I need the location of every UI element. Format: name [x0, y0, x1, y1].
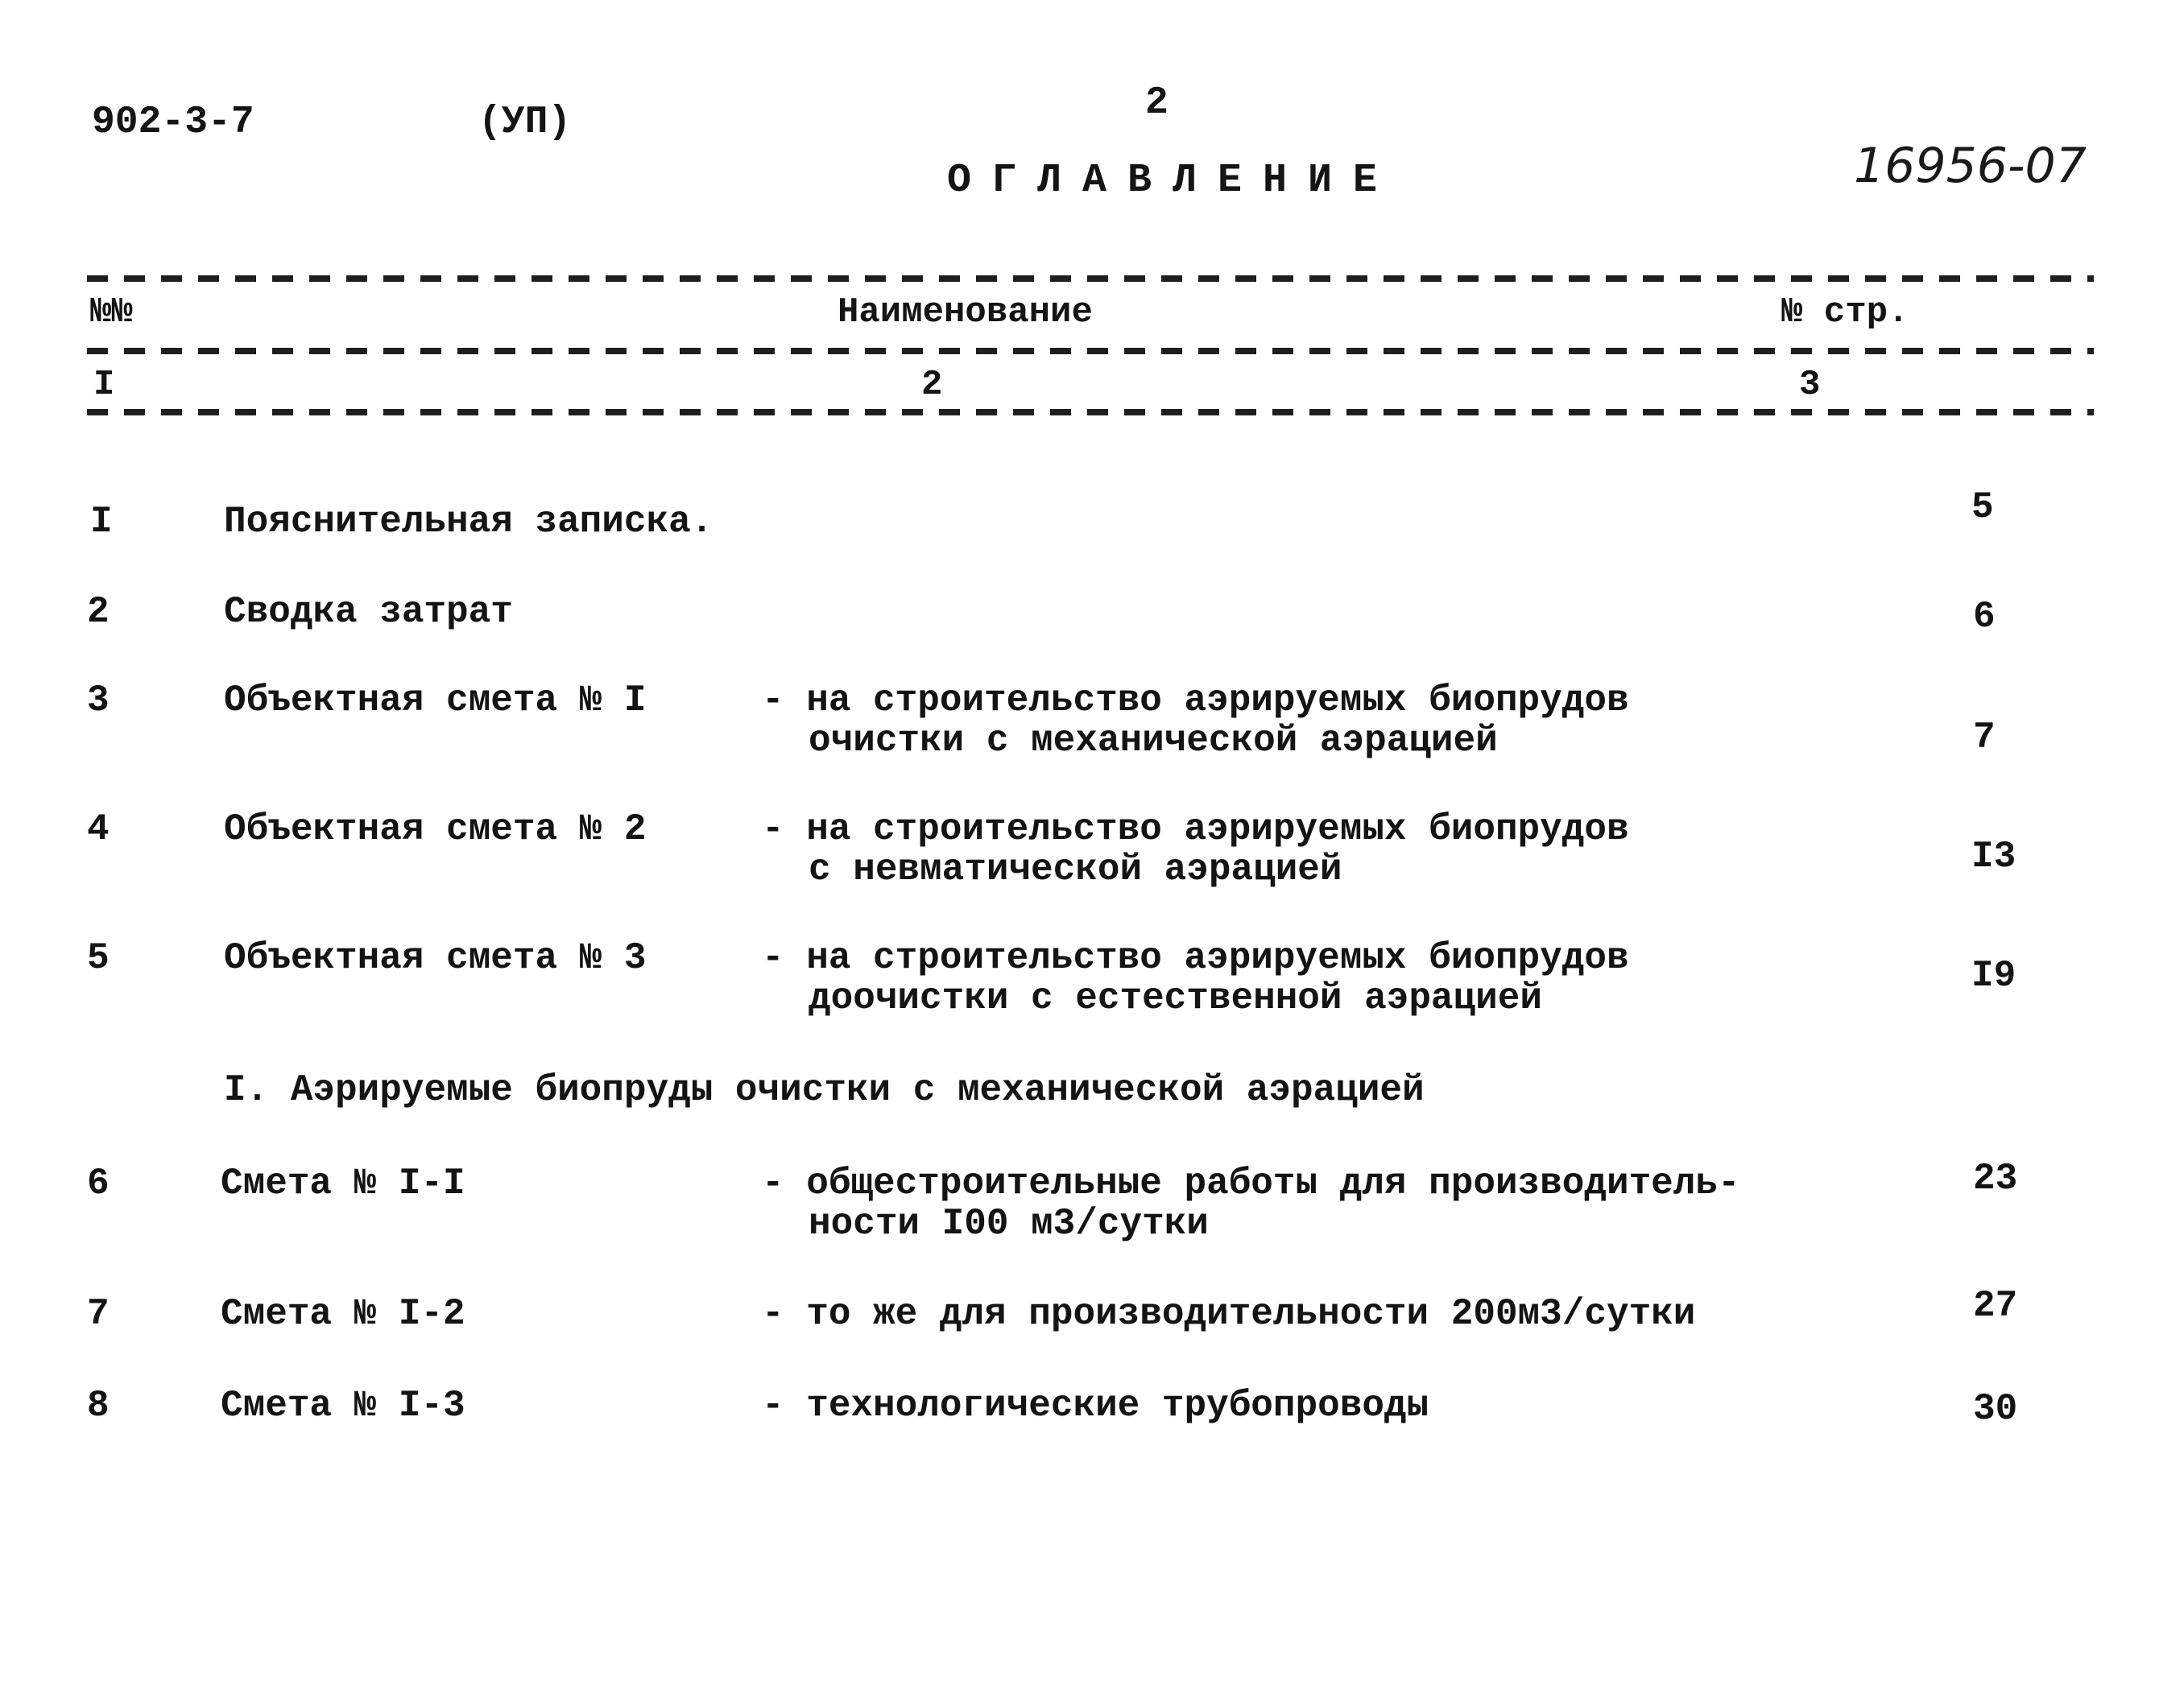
document-code: 902-3-7	[92, 101, 254, 144]
entry-name: Смета № I-2	[221, 1293, 465, 1335]
entry-description: - на строительство аэрируемых биопрудов	[762, 808, 1629, 850]
entry-number: 5	[87, 937, 110, 979]
page-title: ОГЛАВЛЕНИЕ	[947, 158, 1399, 204]
column-header-name: Наименование	[838, 292, 1093, 333]
column-number-2: 2	[921, 365, 943, 405]
stamp-number: 16956-07	[1854, 138, 2087, 194]
entry-name: Сводка затрат	[224, 591, 513, 633]
column-number-3: 3	[1799, 365, 1821, 405]
column-number-1: I	[93, 365, 115, 405]
entry-page: 30	[1973, 1388, 2018, 1430]
entry-page: I9	[1971, 955, 2016, 997]
entry-name: Пояснительная записка.	[224, 501, 714, 543]
entry-description: - на строительство аэрируемых биопрудов	[762, 937, 1629, 979]
entry-description-cont: с невматической аэрацией	[809, 849, 1342, 890]
entry-description-cont: доочистки с естественной аэрацией	[809, 977, 1542, 1019]
entry-name: Объектная смета № I	[224, 680, 647, 721]
entry-name: Объектная смета № 3	[224, 937, 647, 979]
entry-number: 7	[87, 1293, 110, 1335]
entry-number: 2	[87, 591, 110, 633]
entry-description: - на строительство аэрируемых биопрудов	[762, 680, 1629, 721]
entry-number: 3	[87, 680, 110, 721]
page-number: 2	[1145, 81, 1169, 125]
entry-page: 6	[1973, 596, 1996, 638]
entry-description: - общестроительные работы для производитель-	[762, 1163, 1740, 1204]
dashed-rule-bottom	[87, 409, 2094, 415]
entry-page: 5	[1971, 486, 1994, 528]
dashed-rule-middle	[87, 348, 2094, 354]
entry-description: - то же для производительности 200м3/сутки	[762, 1293, 1696, 1335]
entry-name: Смета № I-I	[221, 1163, 465, 1204]
entry-description-cont: ности I00 м3/сутки	[809, 1203, 1209, 1245]
section-heading: I. Аэрируемые биопруды очистки с механической аэрацией	[224, 1069, 1425, 1111]
entry-number: 8	[87, 1385, 110, 1427]
entry-page: 7	[1973, 717, 1996, 758]
entry-page: 27	[1973, 1285, 2018, 1327]
entry-description: - технологические трубопроводы	[762, 1385, 1429, 1427]
entry-page: I3	[1971, 836, 2016, 878]
entry-description-cont: очистки с механической аэрацией	[809, 720, 1498, 762]
entry-page: 23	[1973, 1158, 2018, 1200]
entry-number: 6	[87, 1163, 110, 1204]
column-header-page: № стр.	[1781, 292, 1909, 333]
entry-number: 4	[87, 808, 110, 850]
volume-label: (УП)	[478, 101, 572, 144]
entry-name: Объектная смета № 2	[224, 808, 647, 850]
entry-name: Смета № I-3	[221, 1385, 465, 1427]
column-header-number: №№	[90, 292, 133, 333]
entry-number: I	[90, 501, 113, 543]
dashed-rule-top	[87, 275, 2094, 282]
